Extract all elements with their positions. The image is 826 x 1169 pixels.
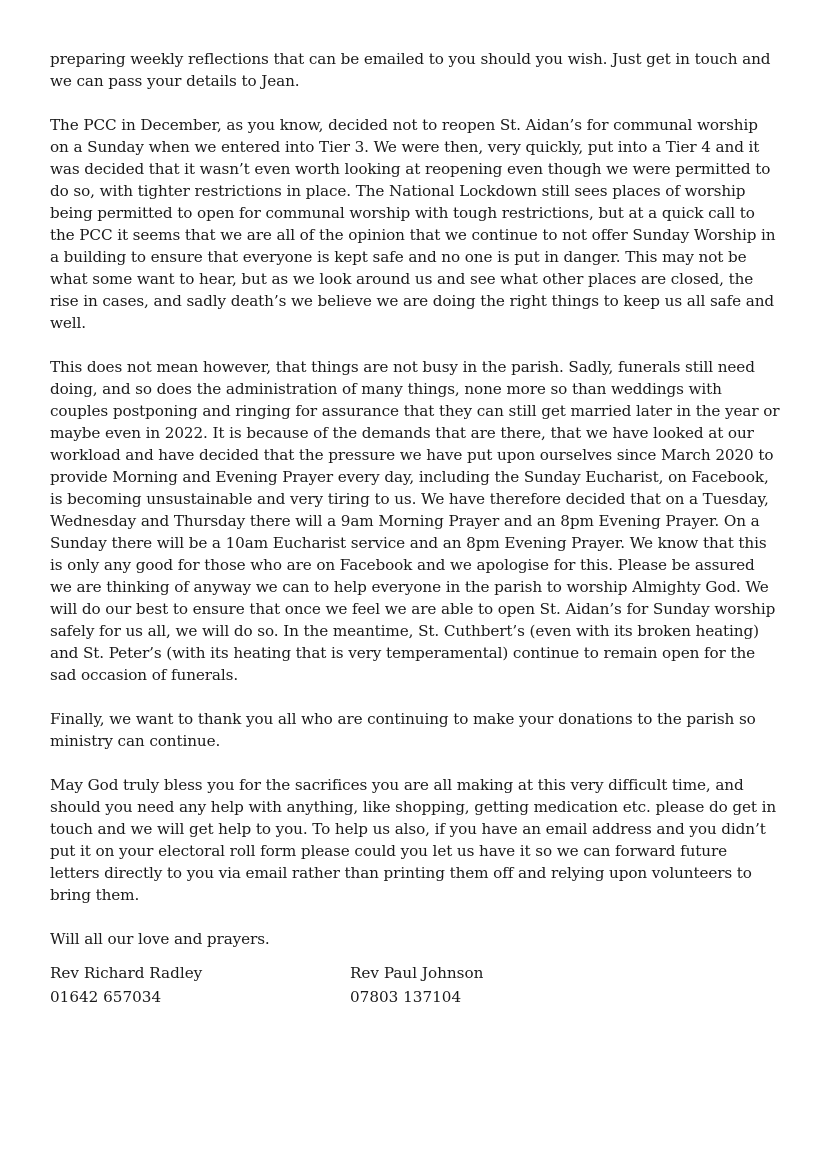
- paragraph: May God truly bless you for the sacrifices you are all making at this very difficult time, and should you need any help with anything, like shopping, getting medication etc. please do get in touch and we will get help to you. To help us also, if you have an email address and you didn’t put it on your electoral roll form please could you let us have it so we can forward future letters directly to you via email rather than printing them off and relying upon volunteers to bring them.: [50, 776, 777, 904]
- letter-body: [50, 48, 780, 972]
- signatory: [350, 961, 483, 1009]
- signatory: [50, 961, 202, 1009]
- signatory-phone: 07803 137104: [350, 988, 462, 1006]
- signatory-name: Rev Paul Johnson: [350, 964, 484, 982]
- signatory-phone: 01642 657034: [50, 988, 162, 1006]
- paragraph: preparing weekly reflections that can be emailed to you should you wish. Just get in touch and we can pass your details to Jean.: [50, 50, 771, 90]
- paragraph: Finally, we want to thank you all who are continuing to make your donations to the parish so ministry can continue.: [50, 710, 756, 750]
- signatory-name: Rev Richard Radley: [50, 964, 203, 982]
- paragraph: The PCC in December, as you know, decided not to reopen St. Aidan’s for communal worship on a Sunday when we entered into Tier 3. We were then, very quickly, put into a Tier 4 and it was decided that it wasn’t even worth looking at reopening even though we were permitted to do so, with tighter restrictions in place. The National Lockdown still sees places of worship being permitted to open for communal worship with tough restrictions, but at a quick call to the PCC it seems that we are all of the opinion that we continue to not offer Sunday Worship in a building to ensure that everyone is kept safe and no one is put in danger. This may not be what some want to hear, but as we look around us and see what other places are closed, the rise in cases, and sadly death’s we believe we are doing the right things to keep us all safe and well.: [50, 116, 776, 332]
- sign-off: Will all our love and prayers.: [50, 930, 270, 948]
- paragraph: This does not mean however, that things are not busy in the parish. Sadly, funerals still need doing, and so does the administration of many things, none more so than weddings with couples postponing and ringing for assurance that they can still get married later in the year or maybe even in 2022. It is because of the demands that are there, that we have looked at our workload and have decided that the pressure we have put upon ourselves since March 2020 to provide Morning and Evening Prayer every day, including the Sunday Eucharist, on Facebook, is becoming unsustainable and very tiring to us. We have therefore decided that on a Tuesday, Wednesday and Thursday there will a 9am Morning Prayer and an 8pm Evening Prayer. On a Sunday there will be a 10am Eucharist service and an 8pm Evening Prayer. We know that this is only any good for those who are on Facebook and we apologise for this. Please be assured we are thinking of anyway we can to help everyone in the parish to worship Almighty God. We will do our best to ensure that once we feel we are able to open St. Aidan’s for Sunday worship safely for us all, we will do so. In the meantime, St. Cuthbert’s (even with its broken heating) and St. Peter’s (with its heating that is very temperamental) continue to remain open for the sad occasion of funerals.: [50, 358, 780, 684]
